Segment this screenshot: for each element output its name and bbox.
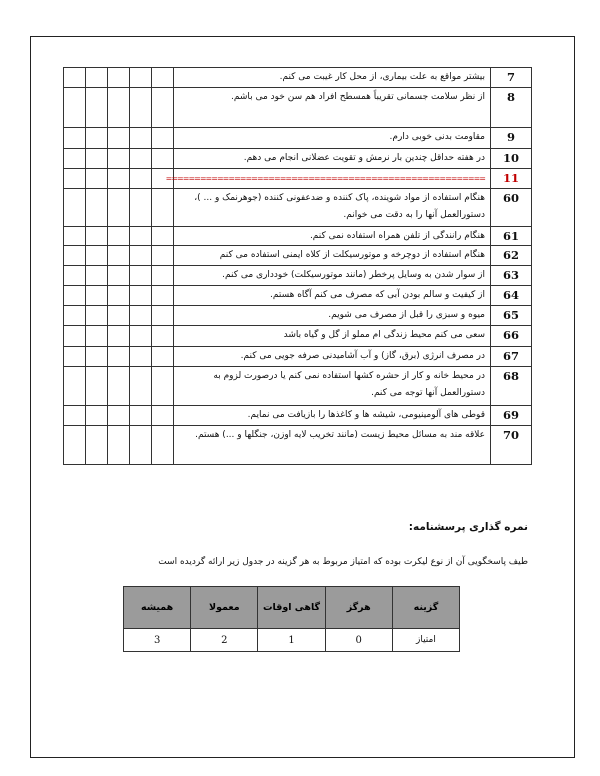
answer-cell[interactable] xyxy=(86,367,108,406)
question-row xyxy=(64,286,532,306)
question-text: سعی می کنم محیط زندگی ام مملو از گل و گیاه باشد xyxy=(174,326,491,347)
answer-cell[interactable] xyxy=(64,306,86,326)
question-row xyxy=(64,189,532,227)
answer-cell[interactable] xyxy=(64,88,86,128)
question-number: 11 xyxy=(491,169,532,189)
question-text: هنگام رانندگی از تلفن همراه استفاده نمی کنم. xyxy=(174,227,491,246)
answer-cell[interactable] xyxy=(108,286,130,306)
question-text: در هفته حداقل چندین بار نرمش و تقویت عضلانی انجام می دهم. xyxy=(174,149,491,169)
score-label: امتیاز xyxy=(392,629,459,652)
question-row xyxy=(64,266,532,286)
answer-cell[interactable] xyxy=(152,266,174,286)
answer-cell[interactable] xyxy=(130,266,152,286)
question-row xyxy=(64,367,532,406)
question-text: علاقه مند به مسائل محیط زیست (مانند تخریب لایه اوزن، جنگلها و ...) هستم. xyxy=(174,426,491,465)
question-text: در مصرف انرژی (برق، گاز) و آب آشامیدنی صرفه جویی می کنم. xyxy=(174,347,491,367)
answer-cell[interactable] xyxy=(86,169,108,189)
question-number: 67 xyxy=(491,347,532,367)
answer-cell[interactable] xyxy=(64,266,86,286)
question-text: میوه و سبزی را قبل از مصرف می شویم. xyxy=(174,306,491,326)
question-text: هنگام استفاده از دوچرخه و موتورسیکلت از کلاه ایمنی استفاده می کنم xyxy=(174,246,491,266)
answer-cell[interactable] xyxy=(130,406,152,426)
header-option: گزینه xyxy=(392,587,459,629)
score-sometimes: 1 xyxy=(258,629,325,652)
answer-cell[interactable] xyxy=(86,128,108,149)
questionnaire-table xyxy=(63,67,532,465)
answer-cell[interactable] xyxy=(152,406,174,426)
answer-cell[interactable] xyxy=(152,326,174,347)
question-text: از سوار شدن به وسایل پرخطر (مانند موتورسیکلت) خودداری می کنم. xyxy=(174,266,491,286)
question-row xyxy=(64,406,532,426)
question-row xyxy=(64,326,532,347)
scoring-table xyxy=(123,586,460,652)
answer-cell[interactable] xyxy=(130,246,152,266)
score-never: 0 xyxy=(325,629,392,652)
answer-cell[interactable] xyxy=(108,189,130,227)
answer-cell[interactable] xyxy=(86,326,108,347)
question-text: هنگام استفاده از مواد شوینده، پاک کننده و ضدعفونی کننده (جوهرنمک و ... )، دستورالعمل آنها را به دقت می خوانم. xyxy=(174,189,491,227)
answer-cell[interactable] xyxy=(64,169,86,189)
answer-cell[interactable] xyxy=(64,246,86,266)
question-number: 8 xyxy=(491,88,532,128)
question-text xyxy=(165,169,491,189)
question-row xyxy=(64,227,532,246)
answer-cell[interactable] xyxy=(64,286,86,306)
answer-cell[interactable] xyxy=(64,68,86,88)
header-never: هرگز xyxy=(325,587,392,629)
question-number: 62 xyxy=(491,246,532,266)
header-always: همیشه xyxy=(124,587,191,629)
answer-cell[interactable] xyxy=(108,128,130,149)
answer-cell[interactable] xyxy=(130,149,152,169)
question-number: 69 xyxy=(491,406,532,426)
question-text: از کیفیت و سالم بودن آبی که مصرف می کنم آگاه هستم. xyxy=(174,286,491,306)
answer-cell[interactable] xyxy=(86,88,108,128)
answer-cell[interactable] xyxy=(152,128,174,149)
answer-cell[interactable] xyxy=(108,326,130,347)
answer-cell[interactable] xyxy=(64,426,86,465)
answer-cell[interactable] xyxy=(86,306,108,326)
answer-cell[interactable] xyxy=(108,426,130,465)
answer-cell[interactable] xyxy=(108,149,130,169)
answer-cell[interactable] xyxy=(152,189,174,227)
answer-cell[interactable] xyxy=(108,246,130,266)
answer-cell[interactable] xyxy=(130,88,152,128)
score-always: 3 xyxy=(124,629,191,652)
answer-cell[interactable] xyxy=(130,128,152,149)
question-number: 68 xyxy=(491,367,532,406)
answer-cell[interactable] xyxy=(86,189,108,227)
score-usually: 2 xyxy=(191,629,258,652)
answer-cell[interactable] xyxy=(86,68,108,88)
question-number: 7 xyxy=(491,68,532,88)
answer-cell[interactable] xyxy=(152,426,174,465)
answer-cell[interactable] xyxy=(108,68,130,88)
answer-cell[interactable] xyxy=(86,406,108,426)
answer-cell[interactable] xyxy=(152,149,174,169)
answer-cell[interactable] xyxy=(86,266,108,286)
scoring-title: نمره گذاری پرسشنامه: xyxy=(408,521,528,533)
answer-cell[interactable] xyxy=(64,189,86,227)
question-number: 9 xyxy=(491,128,532,149)
answer-cell[interactable] xyxy=(152,306,174,326)
answer-cell[interactable] xyxy=(130,347,152,367)
answer-cell[interactable] xyxy=(152,88,174,128)
answer-cell[interactable] xyxy=(130,306,152,326)
answer-cell[interactable] xyxy=(64,326,86,347)
scoring-header-row xyxy=(124,587,460,629)
answer-cell[interactable] xyxy=(130,326,152,347)
answer-cell[interactable] xyxy=(130,68,152,88)
scoring-value-row xyxy=(124,629,460,652)
answer-cell[interactable] xyxy=(130,227,152,246)
answer-cell[interactable] xyxy=(86,227,108,246)
question-number: 64 xyxy=(491,286,532,306)
question-number: 60 xyxy=(491,189,532,227)
answer-cell[interactable] xyxy=(130,286,152,306)
answer-cell[interactable] xyxy=(108,266,130,286)
question-number: 10 xyxy=(491,149,532,169)
question-row xyxy=(64,347,532,367)
separator-dashes: ======================================================== xyxy=(165,174,485,183)
question-row xyxy=(64,68,532,88)
question-number: 63 xyxy=(491,266,532,286)
answer-cell[interactable] xyxy=(130,367,152,406)
header-usually: معمولا xyxy=(191,587,258,629)
answer-cell[interactable] xyxy=(86,347,108,367)
answer-cell[interactable] xyxy=(130,189,152,227)
answer-cell[interactable] xyxy=(108,306,130,326)
answer-cell[interactable] xyxy=(130,169,152,189)
answer-cell[interactable] xyxy=(152,227,174,246)
answer-cell[interactable] xyxy=(108,169,130,189)
question-number: 65 xyxy=(491,306,532,326)
answer-cell[interactable] xyxy=(64,227,86,246)
answer-cell[interactable] xyxy=(86,286,108,306)
answer-cell[interactable] xyxy=(152,68,174,88)
question-text: در محیط خانه و کار از حشره کشها استفاده نمی کنم یا درصورت لزوم به دستورالعمل آنها توجه می کنم. xyxy=(174,367,491,406)
header-sometimes: گاهی اوقات xyxy=(258,587,325,629)
question-row xyxy=(64,128,532,149)
answer-cell[interactable] xyxy=(108,227,130,246)
answer-cell[interactable] xyxy=(108,347,130,367)
answer-cell[interactable] xyxy=(64,367,86,406)
question-number: 70 xyxy=(491,426,532,465)
answer-cell[interactable] xyxy=(64,128,86,149)
answer-cell[interactable] xyxy=(64,347,86,367)
question-row xyxy=(64,426,532,465)
question-row xyxy=(64,88,532,128)
answer-cell[interactable] xyxy=(86,246,108,266)
answer-cell[interactable] xyxy=(64,406,86,426)
answer-cell[interactable] xyxy=(108,88,130,128)
answer-cell[interactable] xyxy=(86,426,108,465)
answer-cell[interactable] xyxy=(86,149,108,169)
answer-cell[interactable] xyxy=(108,406,130,426)
question-text: از نظر سلامت جسمانی تقریباً همسطح افراد هم سن خود می باشم. xyxy=(174,88,491,128)
question-row xyxy=(64,149,532,169)
question-number: 61 xyxy=(491,227,532,246)
answer-cell[interactable] xyxy=(152,367,174,406)
answer-cell[interactable] xyxy=(108,367,130,406)
question-text: قوطی های آلومینیومی، شیشه ها و کاغذها را بازیافت می نمایم. xyxy=(174,406,491,426)
answer-cell[interactable] xyxy=(152,246,174,266)
scoring-description: طیف پاسخگویی آن از نوع لیکرت بوده که امتیاز مربوط به هر گزینه در جدول زیر ارائه گردیده است xyxy=(158,557,528,567)
question-row xyxy=(64,306,532,326)
question-text: مقاومت بدنی خوبی دارم. xyxy=(174,128,491,149)
question-row xyxy=(64,246,532,266)
question-text: بیشتر مواقع به علت بیماری، از محل کار غیبت می کنم. xyxy=(174,68,491,88)
answer-cell[interactable] xyxy=(130,426,152,465)
answer-cell[interactable] xyxy=(64,149,86,169)
answer-cell[interactable] xyxy=(152,286,174,306)
answer-cell[interactable] xyxy=(152,347,174,367)
question-number: 66 xyxy=(491,326,532,347)
question-row xyxy=(64,169,532,189)
